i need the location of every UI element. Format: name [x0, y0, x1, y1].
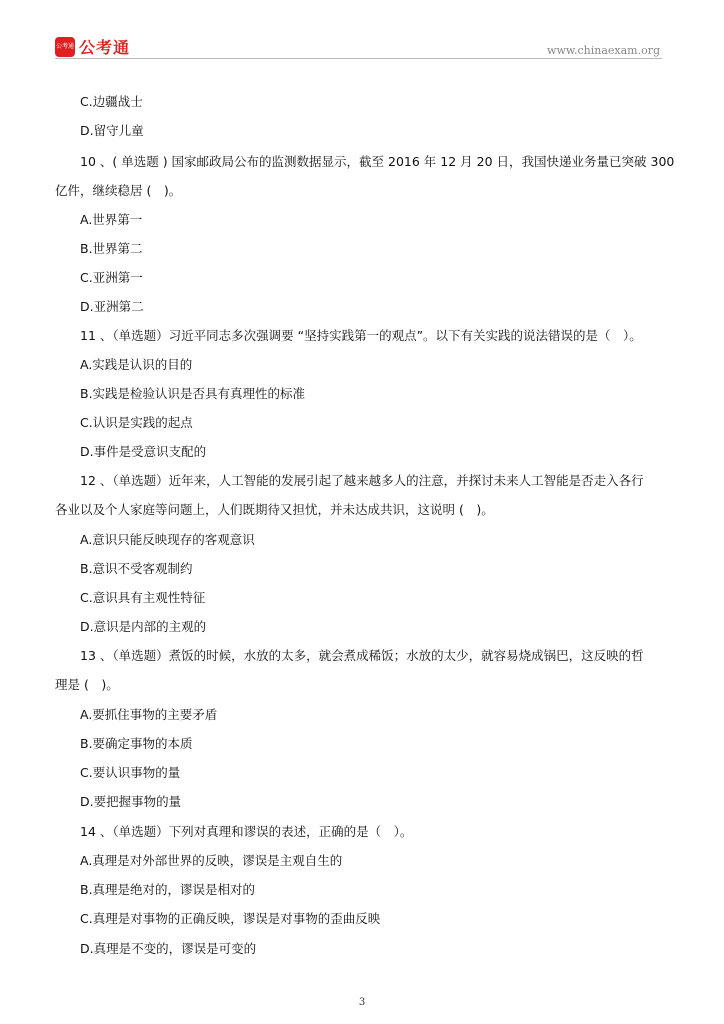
question-text: 13 、（单选题）煮饭的时候，水放的太多，就会煮成稀饭；水放的太少，就容易烧成锅巴，这反映的哲 [80, 648, 644, 663]
answer-option: D.意识是内部的主观的 [80, 619, 207, 634]
question-text: 11 、（单选题）习近平同志多次强调要 “坚持实践第一的观点”。以下有关实践的说法错误的是（ ）。 [80, 328, 642, 343]
question-text: 12 、（单选题）近年来，人工智能的发展引起了越来越多人的注意，并探讨未来人工智能是否走入各行 [80, 473, 644, 488]
question-text: 10 、( 单选题 ) 国家邮政局公布的监测数据显示，截至 2016 年 12 月 20 日，我国快递业务量已突破 300 [80, 154, 675, 169]
logo [55, 35, 130, 58]
answer-option: A.要抓住事物的主要矛盾 [80, 707, 218, 722]
answer-option: B.世界第二 [80, 241, 143, 256]
answer-option: D.亚洲第二 [80, 299, 144, 314]
page-header [0, 0, 724, 62]
answer-option: B.意识不受客观制约 [80, 561, 193, 576]
answer-option: A.真理是对外部世界的反映，谬误是主观自生的 [80, 853, 343, 868]
logo-text: 公考通 [79, 38, 131, 57]
question-text: 14 、（单选题）下列对真理和谬误的表述，正确的是（ ）。 [80, 824, 413, 839]
answer-option: C.要认识事物的量 [80, 765, 181, 780]
answer-option: D.留守儿童 [80, 123, 144, 138]
answer-option: C.意识具有主观性特征 [80, 590, 206, 605]
answer-option: B.真理是绝对的，谬误是相对的 [80, 882, 256, 897]
answer-option: B.实践是检验认识是否具有真理性的标准 [80, 386, 306, 401]
logo-badge: 公考通 [55, 37, 75, 57]
answer-option: C.边疆战士 [80, 94, 143, 109]
answer-option: A.世界第一 [80, 212, 143, 227]
answer-option: C.亚洲第一 [80, 270, 143, 285]
header-divider [55, 58, 662, 59]
question-text: 亿件，继续稳居 ( )。 [55, 183, 182, 198]
page-number: 3 [358, 997, 366, 1008]
answer-option: C.认识是实践的起点 [80, 415, 193, 430]
question-text: 各业以及个人家庭等问题上，人们既期待又担忧，并未达成共识，这说明 ( )。 [55, 502, 494, 517]
question-text: 理是 ( )。 [55, 677, 119, 692]
answer-option: A.意识只能反映现存的客观意识 [80, 532, 255, 547]
answer-option: D.事件是受意识支配的 [80, 444, 207, 459]
site-url[interactable]: www.chinaexam.org [547, 44, 660, 57]
answer-option: A.实践是认识的目的 [80, 357, 193, 372]
answer-option: C.真理是对事物的正确反映，谬误是对事物的歪曲反映 [80, 911, 381, 926]
answer-option: B.要确定事物的本质 [80, 736, 193, 751]
answer-option: D.要把握事物的量 [80, 794, 182, 809]
answer-option: D.真理是不变的，谬误是可变的 [80, 941, 257, 956]
